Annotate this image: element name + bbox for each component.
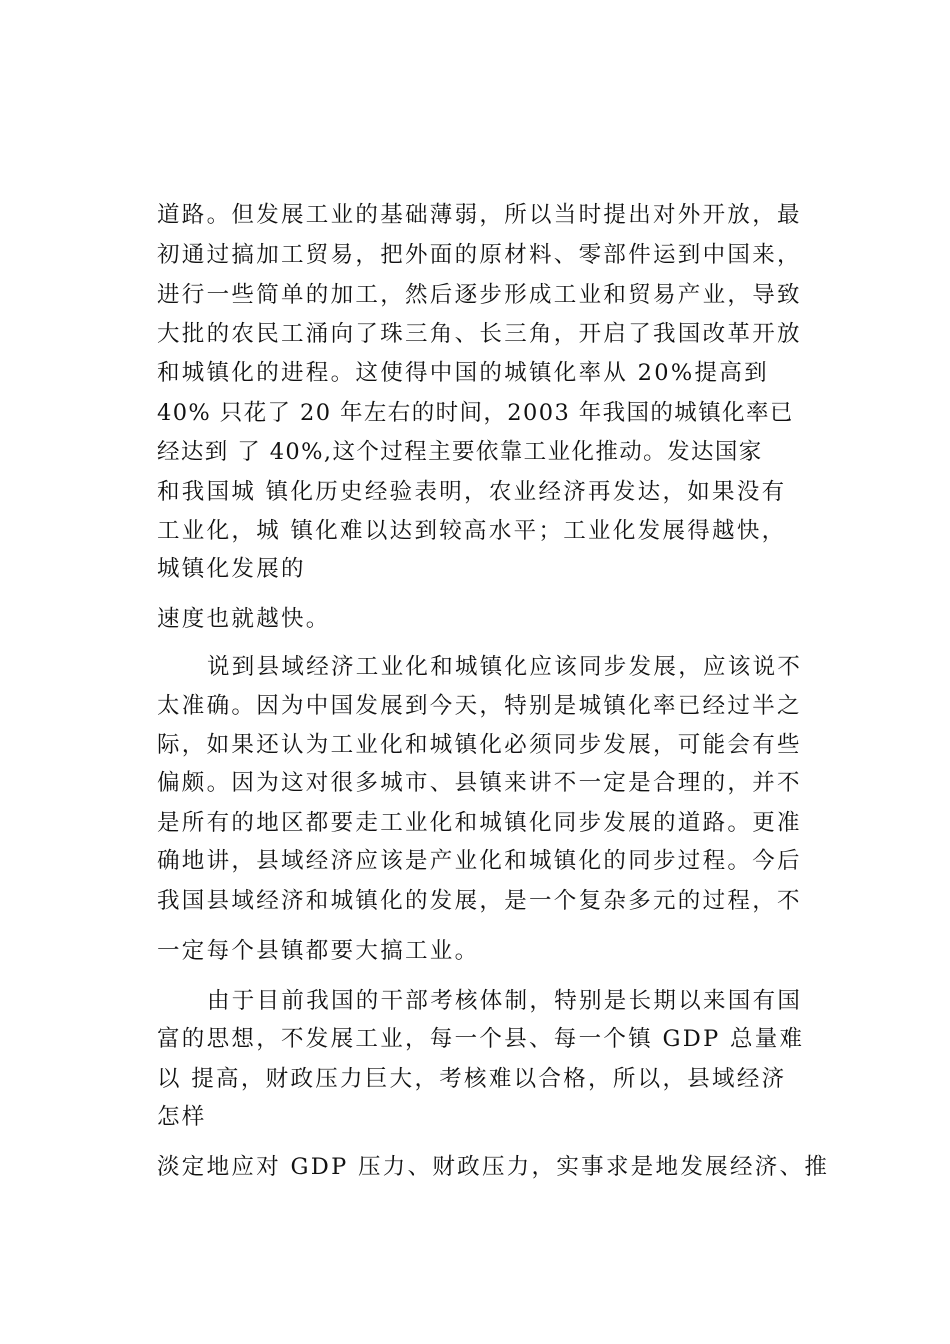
text-line: 太准确。因为中国发展到今天，特别是城镇化率已经过半之 [157,693,802,719]
text-line: 是所有的地区都要走工业化和城镇化同步发展的道路。更准 [157,810,802,836]
text-line: 偏颇。因为这对很多城市、县镇来讲不一定是合理的，并不 [157,770,802,796]
text-line: 际，如果还认为工业化和城镇化必须同步发展，可能会有些 [157,732,802,758]
text-line: 一定每个县镇都要大搞工业。 [157,938,480,964]
text-line: 怎样 [157,1104,207,1130]
paragraph-first-line: 说到县域经济工业化和城镇化应该同步发展，应该说不 [207,654,803,680]
text-line: 富的思想，不发展工业，每一个县、每一个镇 GDP 总量难 [157,1026,805,1052]
text-line: 速度也就越快。 [157,606,331,632]
text-line: 确地讲，县域经济应该是产业化和城镇化的同步过程。今后 [157,848,802,874]
text-line: 经达到 了 40%,这个过程主要依靠工业化推动。发达国家 [157,439,763,465]
text-line: 淡定地应对 GDP 压力、财政压力，实事求是地发展经济、推 [157,1154,830,1180]
text-line: 我国县域经济和城镇化的发展，是一个复杂多元的过程，不 [157,888,802,914]
text-line: 工业化，城 镇化难以达到较高水平；工业化发展得越快， [157,518,787,544]
text-line: 和城镇化的进程。这使得中国的城镇化率从 20%提高到 [157,360,769,386]
text-line: 进行一些简单的加工，然后逐步形成工业和贸易产业，导致 [157,282,802,308]
text-line: 初通过搞加工贸易，把外面的原材料、零部件运到中国来， [157,242,802,268]
paragraph-first-line: 由于目前我国的干部考核体制，特别是长期以来国有国 [207,988,803,1014]
text-line: 和我国城 镇化历史经验表明，农业经济再发达，如果没有 [157,479,787,505]
text-line: 道路。但发展工业的基础薄弱，所以当时提出对外开放，最 [157,202,802,228]
text-line: 城镇化发展的 [157,556,306,582]
text-line: 大批的农民工涌向了珠三角、长三角，开启了我国改革开放 [157,321,802,347]
text-line: 以 提高，财政压力巨大，考核难以合格，所以，县域经济 [157,1066,787,1092]
text-line: 40% 只花了 20 年左右的时间，2003 年我国的城镇化率已 [157,400,794,426]
